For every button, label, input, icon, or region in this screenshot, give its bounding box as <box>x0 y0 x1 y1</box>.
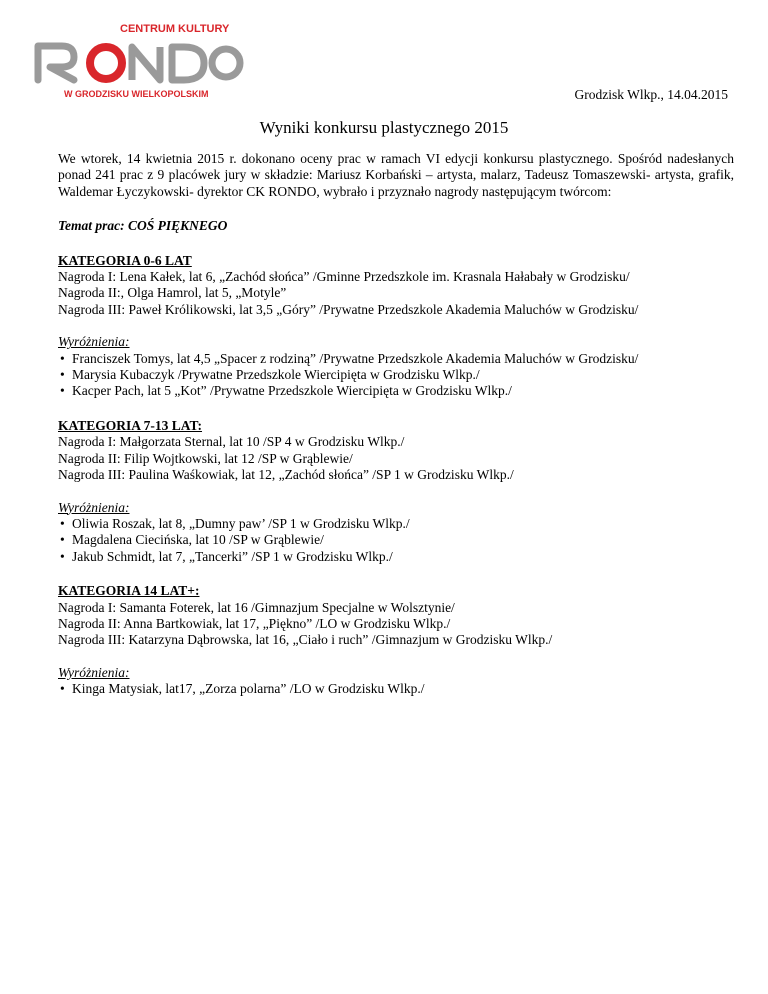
honors-item-text: Kacper Pach, lat 5 „Kot” /Prywatne Przedszkole Wiercipięta w Grodzisku Wlkp./ <box>72 383 512 399</box>
bullet-dot-icon: • <box>60 532 65 548</box>
award-line: Nagroda II: Anna Bartkowiak, lat 17, „Piękno” /LO w Grodzisku Wlkp./ <box>58 615 451 631</box>
bullet-dot-icon: • <box>60 515 65 531</box>
honors-item-text: Jakub Schmidt, lat 7, „Tancerki” /SP 1 w Grodzisku Wlkp./ <box>72 548 393 564</box>
intro-paragraph: We wtorek, 14 kwietnia 2015 r. dokonano oceny prac w ramach VI edycji konkursu plastycznego. Spośród nadesłanych ponad 241 prac z 9 placówek jury w składzie: Mariusz Korbański – artysta, malarz, Tadeusz Tomaszewski- artysta, grafik, Waldemar Łyczykowski- dyrektor CK RONDO, wybrało i przyznało nagrody następującym twórcom: <box>58 151 734 199</box>
honors-list-item <box>58 383 734 399</box>
bullet-dot-icon: • <box>60 681 65 697</box>
honors-list-item <box>58 681 734 697</box>
honors-heading: Wyróżnienia: <box>58 499 130 515</box>
bullet-dot-icon: • <box>60 367 65 383</box>
honors-list <box>58 681 734 697</box>
document-body <box>58 151 734 698</box>
award-line: Nagroda III: Katarzyna Dąbrowska, lat 16, „Ciało i ruch” /Gimnazjum w Grodzisku Wlkp./ <box>58 632 553 648</box>
award-line: Nagroda II: Filip Wojtkowski, lat 12 /SP w Grąblewie/ <box>58 450 353 466</box>
honors-list-item <box>58 367 734 383</box>
honors-list-item <box>58 351 734 367</box>
honors-block <box>58 334 734 400</box>
award-line: Nagroda III: Paulina Waśkowiak, lat 12, „Zachód słońca” /SP 1 w Grodzisku Wlkp./ <box>58 467 514 483</box>
honors-block <box>58 500 734 566</box>
honors-item-text: Franciszek Tomys, lat 4,5 „Spacer z rodziną” /Prywatne Przedszkole Akademia Maluchów w Grodzisku/ <box>72 350 639 366</box>
logo-bottom-text: W GRODZISKU WIELKOPOLSKIM <box>64 89 209 99</box>
honors-list-item <box>58 532 734 548</box>
honors-list <box>58 351 734 400</box>
category-section <box>58 418 734 565</box>
category-section <box>58 253 734 400</box>
bullet-dot-icon: • <box>60 350 65 366</box>
dateline: Grodzisk Wlkp., 14.04.2015 <box>574 87 728 102</box>
logo-top-text: CENTRUM KULTURY <box>120 23 230 35</box>
page-title: Wyniki konkursu plastycznego 2015 <box>259 118 509 137</box>
honors-list <box>58 516 734 565</box>
category-heading: KATEGORIA 0-6 LAT <box>58 252 192 268</box>
rondo-logo-graphic <box>34 20 244 100</box>
honors-item-text: Magdalena Ciecińska, lat 10 /SP w Grąblewie/ <box>72 532 324 548</box>
honors-heading: Wyróżnienia: <box>58 664 130 680</box>
category-heading: KATEGORIA 14 LAT+: <box>58 583 200 599</box>
topic-line: Temat prac: COŚ PIĘKNEGO <box>58 218 228 234</box>
rondo-logo <box>34 20 244 100</box>
honors-item-text: Oliwia Roszak, lat 8, „Dumny paw’ /SP 1 w Grodzisku Wlkp./ <box>72 515 410 531</box>
category-section <box>58 583 734 697</box>
award-line: Nagroda II:, Olga Hamrol, lat 5, „Motyle” <box>58 285 287 301</box>
award-line: Nagroda I: Małgorzata Sternal, lat 10 /SP 4 w Grodzisku Wlkp./ <box>58 434 405 450</box>
honors-block <box>58 665 734 698</box>
category-heading: KATEGORIA 7-13 LAT: <box>58 417 203 433</box>
honors-list-item <box>58 549 734 565</box>
award-line: Nagroda III: Paweł Królikowski, lat 3,5 „Góry” /Prywatne Przedszkole Akademia Maluchów w Grodzisku/ <box>58 301 639 317</box>
award-line: Nagroda I: Lena Kałek, lat 6, „Zachód słońca” /Gminne Przedszkole im. Krasnala Hałabały w Grodzisku/ <box>58 269 630 285</box>
bullet-dot-icon: • <box>60 383 65 399</box>
honors-item-text: Kinga Matysiak, lat17, „Zorza polarna” /LO w Grodzisku Wlkp./ <box>72 681 425 697</box>
honors-list-item <box>58 516 734 532</box>
bullet-dot-icon: • <box>60 548 65 564</box>
honors-item-text: Marysia Kubaczyk /Prywatne Przedszkole Wiercipięta w Grodzisku Wlkp./ <box>72 367 480 383</box>
honors-heading: Wyróżnienia: <box>58 334 130 350</box>
award-line: Nagroda I: Samanta Foterek, lat 16 /Gimnazjum Specjalne w Wolsztynie/ <box>58 599 455 615</box>
